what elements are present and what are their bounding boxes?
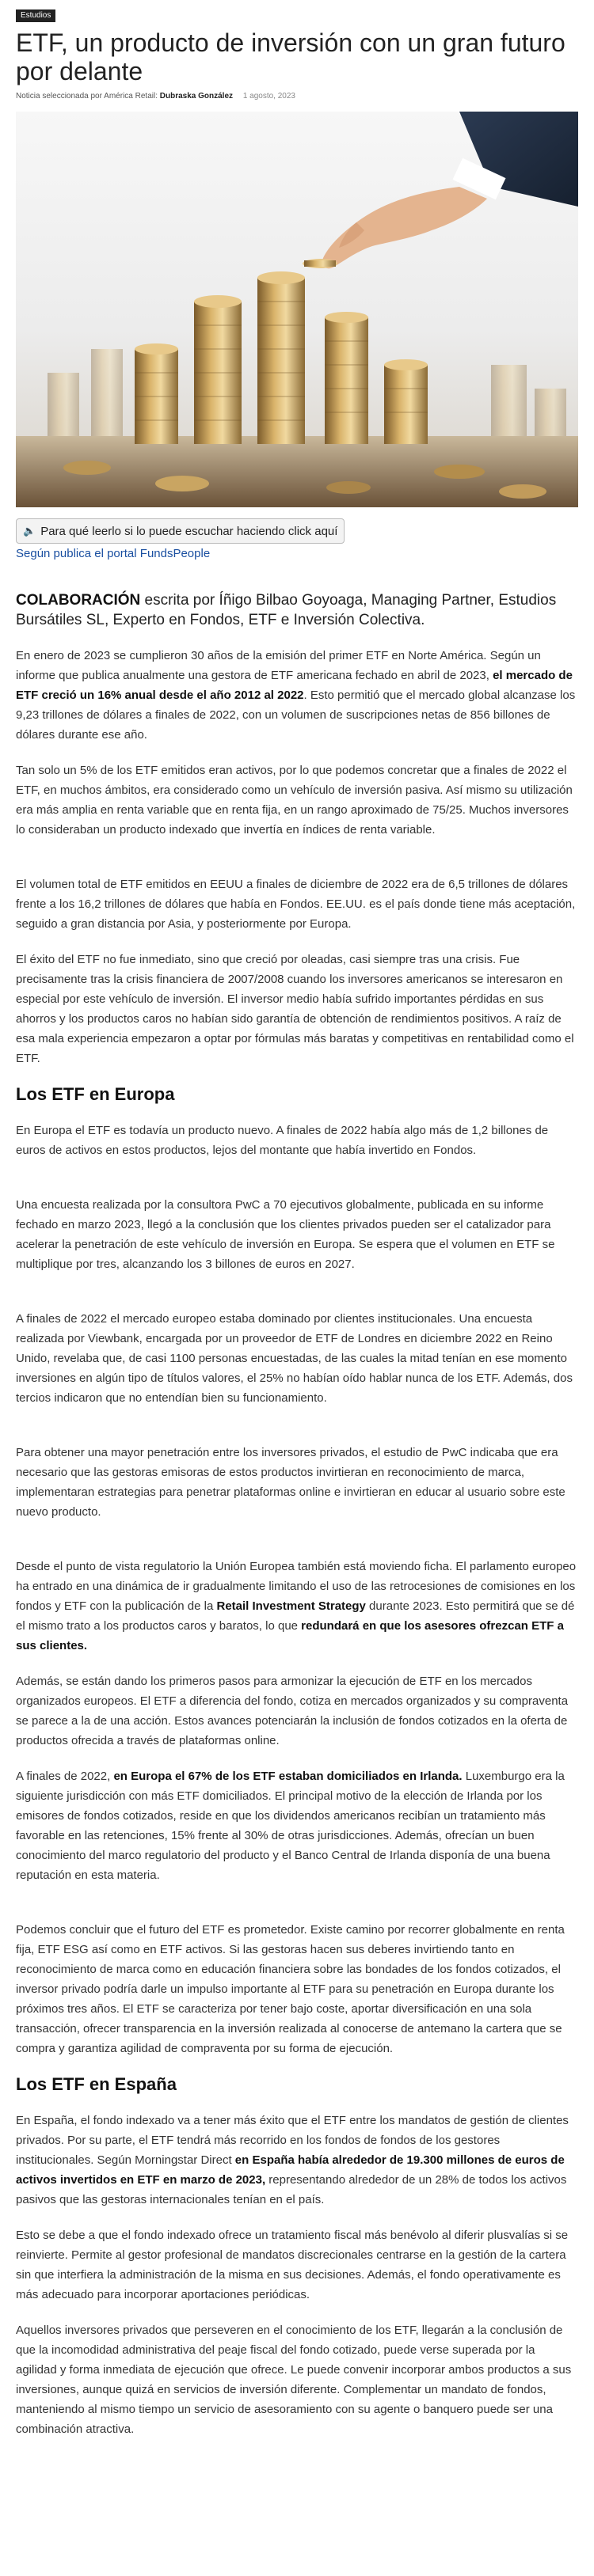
paragraph (16, 1557, 578, 1656)
paragraph-text: A finales de 2022, (16, 1770, 114, 1783)
paragraph: Tan solo un 5% de los ETF emitidos eran activos, por lo que podemos concretar que a finales de 2022 el ETF, en muchos ámbitos, era considerado como un vehículo de inversión pasiva. Así mismo su utilización era más amplia en renta variable que en renta fija, en un rango aproximado de 75/25. Muchos inversores lo consideraban un producto indexado que invertía en índices de renta variable. (16, 764, 573, 837)
byline-lead: COLABORACIÓN (16, 592, 141, 609)
paragraph-text: En España, el fondo indexado va a tener más éxito que el ETF entre los mandatos de gestión de clientes privados. Por su parte, el ETF tendrá más recorrido en los fondos de fondos de los gestores institucionales. Según Morningstar Direct (16, 2114, 569, 2167)
paragraph: Aquellos inversores privados que perseveren en el conocimiento de los ETF, llegarán a la conclusión de que la incomodidad administrativa del peaje fiscal del fondo cotizado, puede verse superada por la agilidad y forma inmediata de ejecución que ofrece. Le puede convenir incorporar ambos productos a sus inversiones, aunque quizá en servicios de inversión diferente. Complementar un mandato de fondos, manteniendo al mismo tiempo un servicio de asesoramiento con su agente o banquero puede ser una combinación atractiva. (16, 2324, 572, 2436)
article-title: ETF, un producto de inversión con un gran futuro por delante (16, 28, 565, 85)
speaker-icon: 🔈 (23, 525, 36, 537)
paragraph-text: representando alrededor de un 28% de todos los activos pasivos que las gestoras internacionales tenían en el país. (16, 2173, 567, 2206)
paragraph: Una encuesta realizada por la consultora PwC a 70 ejecutivos globalmente, publicada en su informe fechado en marzo 2023, llegó a la conclusión que los clientes privados pueden ser el catalizador para acelerar la penetración de este vehículo de inversión en Europa. Se espera que el volumen en ETF se multiplique por tres, alcanzando los 3 billones de euros en 2027. (16, 1198, 555, 1271)
paragraph: A finales de 2022 el mercado europeo estaba dominado por clientes institucionales. Una encuesta realizada por Viewbank, encargada por un proveedor de ETF de Londres en diciembre 2022 en Reino Unido, revelaba que, de casi 1100 personas encuestadas, de las cuales la mitad tenían en ese momento inversiones en algún tipo de títulos valores, el 25% no habían oído hablar nunca de los ETF. Además, dos tercios indicaron que no entendían bien su funcionamiento. (16, 1312, 573, 1405)
byline (16, 590, 578, 630)
paragraph: El éxito del ETF no fue inmediato, sino que creció por oleadas, casi siempre tras una crisis. Fue precisamente tras la crisis financiera de 2007/2008 cuando los inversores americanos se interesaron en especial por este vehículo de inversión. El inversor medio había sufrido importantes pérdidas en sus ahorros y los productos caros no habían sido garantía de obtención de rendimientos positivos. A raíz de esa mala experiencia empezaron a optar por fórmulas más baratas y competitivas en rentabilidad como el ETF. (16, 953, 574, 1065)
paragraph-text: durante 2023. Esto permitirá que se dé el mismo trato a los productos caros y baratos, lo que (16, 1599, 575, 1633)
hero-image (16, 112, 578, 507)
paragraph: Podemos concluir que el futuro del ETF es prometedor. Existe camino por recorrer globalmente en renta fija, ETF ESG así como en ETF activos. Si las gestoras hacen sus deberes invirtiendo tanto en reconocimiento de marca como en educación financiera sobre las bondades de los fondos cotizados, el inversor privado podría darle un impulso importante al ETF para su penetración en Europa durante los próximos tres años. El ETF se caracteriza por tener bajo coste, aportar diversificación en una sola transacción, ofrecer transparencia en la inversión realizada al conocerse de antemano la cartera que se compra y garantiza agilidad de compraventa por su forma de ejecución. (16, 1923, 565, 2055)
article-meta (16, 92, 578, 101)
publish-date: 1 agosto, 2023 (242, 92, 295, 101)
section-heading: Los ETF en España (16, 2074, 177, 2094)
paragraph (16, 1766, 578, 1885)
byline-text: escrita por Íñigo Bilbao Goyoaga, Managing Partner, Estudios Bursátiles SL, Experto en Fondos, ETF e Inversión Colectiva. (16, 592, 557, 628)
author-link[interactable]: Dubraska González (159, 92, 234, 101)
category-tag[interactable]: Estudios (16, 9, 55, 22)
paragraph-text: En enero de 2023 se cumplieron 30 años de la emisión del primer ETF en Norte América. Según un informe que publica anualmente una gestora de ETF americana fechado en abril de 2023, (16, 649, 541, 682)
listen-button-label: Para qué leerlo si lo puede escuchar haciendo click aquí (40, 524, 338, 538)
paragraph-text: Luxemburgo era la siguiente jurisdicción con más ETF domiciliados. El principal motivo de la elección de Irlanda por los emisores de fondos cotizados, reside en que los dividendos americanos recibían un tratamiento más favorable en las retenciones, 15% frente al 30% de otras jurisdicciones. Además, ofrecían un buen conocimiento del marco regulatorio del producto y el Banco Central de Irlanda disponía de una buena reputación en esta materia. (16, 1770, 565, 1882)
paragraph (16, 646, 578, 745)
paragraph: En Europa el ETF es todavía un producto nuevo. A finales de 2022 había algo más de 1,2 billones de euros de activos en estos productos, lejos del montante que había invertido en Fondos. (16, 1124, 549, 1157)
highlight-text: en Europa el 67% de los ETF estaban domiciliados en Irlanda. (113, 1770, 463, 1783)
paragraph-text: . Esto permitió que el mercado global alcanzase los 9,23 trillones de dólares a finales de 2022, con un volumen de suscripciones netas de 856 billones de dólares durante ese año. (16, 689, 576, 742)
highlight-text: Retail Investment Strategy (216, 1599, 366, 1613)
paragraph-text: Desde el punto de vista regulatorio la Unión Europea también está moviendo ficha. El parlamento europeo ha entrado en una dinámica de ir gradualmente limitando el uso de las retrocesiones de comisiones en los fondos y ETF con la publicación de la (16, 1560, 577, 1613)
source-link[interactable]: Según publica el portal FundsPeople (16, 547, 211, 560)
listen-button[interactable] (16, 518, 345, 544)
paragraph: El volumen total de ETF emitidos en EEUU a finales de diciembre de 2022 era de 6,5 trillones de dólares frente a los 16,2 trillones de dólares que había en Fondos. EE.UU. es el país donde tiene más aceptación, seguido a gran distancia por Asia, y posteriormente por Europa. (16, 878, 576, 931)
highlight-text: el mercado de ETF creció un 16% anual desde el año 2012 al 2022 (16, 669, 573, 702)
section-heading: Los ETF en Europa (16, 1084, 175, 1104)
paragraph: Para obtener una mayor penetración entre los inversores privados, el estudio de PwC indicaba que era necesario que las gestoras emisoras de estos productos invirtieran en reconocimiento de marca, implementaran estrategias para penetrar plataformas online e invirtieran en educar al usuario sobre este nuevo producto. (16, 1446, 565, 1519)
paragraph: Además, se están dando los primeros pasos para armonizar la ejecución de ETF en los mercados organizados europeos. El ETF a diferencia del fondo, cotiza en mercados organizados y su compraventa se parece a la de una acción. Estos avances potenciarán la inclusión de fondos cotizados en la oferta de productos ofrecida a través de plataformas online. (16, 1675, 569, 1747)
highlight-text: en España había alrededor de 19.300 millones de euros de activos invertidos en ETF en marzo de 2023, (16, 2153, 565, 2187)
highlight-text: redundará en que los asesores ofrezcan ETF a sus clientes. (16, 1619, 564, 1652)
paragraph: Esto se debe a que el fondo indexado ofrece un tratamiento fiscal más benévolo al diferir plusvalías si se reinvierte. Permite al gestor profesional de mandatos discrecionales centrarse en la gestión de la cartera sin que interfiera la administración de la misma en sus decisiones. Además, el fondo operativamente es más adecuado para incorporar aportaciones periódicas. (16, 2229, 569, 2301)
paragraph (16, 2111, 578, 2210)
meta-label: Noticia seleccionada por América Retail: (16, 92, 158, 101)
